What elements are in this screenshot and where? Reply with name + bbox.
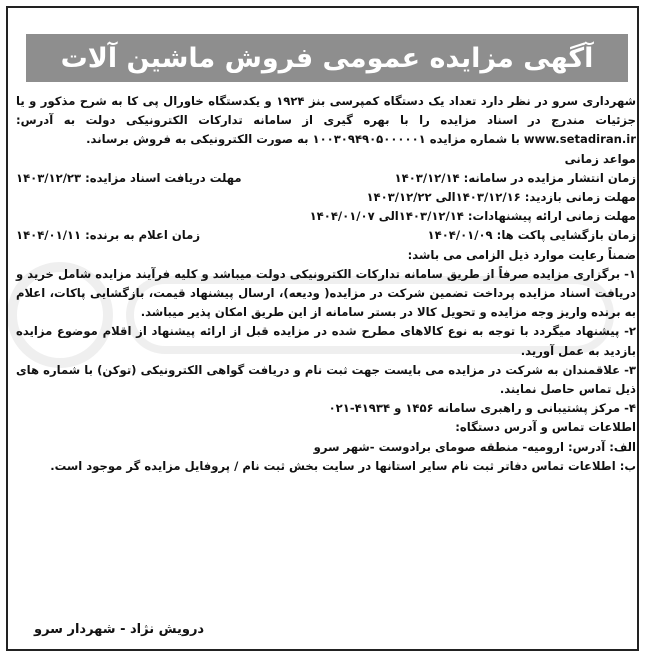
winner-date: زمان اعلام به برنده: ۱۴۰۴/۰۱/۱۱ [16, 228, 201, 243]
notice-title: آگهی مزایده عمومی فروش ماشین آلات [60, 42, 594, 74]
publish-date: زمان انتشار مزایده در سامانه: ۱۴۰۳/۱۲/۱۴ [394, 170, 636, 185]
schedule-row-3 [16, 207, 636, 226]
rule-item: ۴- مرکز پشتیبانی و راهبری سامانه ۱۴۵۶ و ۴۱۹۳۴-۰۲۱ [328, 401, 636, 416]
signature: درویش نژاد - شهردار سرو [34, 622, 205, 637]
rule-item: ۲- پیشنهاد میگردد با توجه به نوع کالاهای مطرح شده در مزایده قبل از ارائه پیشنهاد از اقلام موضوع مزایده بازدید به عمل آورید. [16, 324, 636, 358]
schedule-row-1 [16, 169, 636, 188]
visit-period: مهلت زمانی بازدید: ۱۴۰۳/۱۲/۱۶الی ۱۴۰۳/۱۲/۲۲ [366, 190, 636, 204]
rule-item: ۱- برگزاری مزایده صرفاً از طریق سامانه تدارکات الکترونیکی دولت میباشد و کلیه فرآیند مزایده شامل خرید و دریافت اسناد مزایده پرداخت تضمین شرکت در مزایده( ودیعه)، ارسال پیشنهاد قیمت، بازگشایی پاکات، اعلام به برنده واریز وجه مزایده و تحویل کالا در بستر سامانه از این طریق امکان پذیر میباشد. [16, 266, 636, 320]
offer-period: مهلت زمانی ارائه پیشنهادات: ۱۴۰۳/۱۲/۱۴الی ۱۴۰۴/۰۱/۰۷ [309, 209, 636, 224]
notice-body [16, 92, 636, 476]
contact-address: الف: آدرس: ارومیه- منطقه صومای برادوست -شهر سرو [313, 439, 636, 454]
notice-title-bar [26, 34, 628, 82]
rules-heading: ضمناً رعایت موارد ذیل الزامی می باشد: [407, 247, 636, 262]
schedule-heading: مواعد زمانی [564, 151, 636, 166]
intro-paragraph: شهرداری سرو در نظر دارد تعداد یک دستگاه کمپرسی بنز ۱۹۲۴ و یکدستگاه خاورال پی کا به شرح مذکور و یا جزئیات مندرج در اسناد مزایده را با بهره گیری از سامانه تدارکات الکترونیکی دولت به آدرس: www.setadiran.ir با شماره مزایده ۱۰۰۳۰۹۴۹۰۵۰۰۰۰۰۱ به صورت الکترونیکی به فروش برساند. [16, 94, 636, 147]
docs-deadline: مهلت دریافت اسناد مزایده: ۱۴۰۳/۱۲/۲۳ [16, 170, 242, 185]
rule-item: ۳- علاقمندان به شرکت در مزایده می بایست جهت ثبت نام و دریافت گواهی الکترونیکی (توکن) با شماره های ذیل تماس حاصل نمایند. [16, 362, 636, 396]
contact-heading: اطلاعات تماس و آدرس دستگاه: [455, 420, 636, 435]
schedule-row-4 [16, 226, 636, 245]
opening-date: زمان بازگشایی پاکت ها: ۱۴۰۴/۰۱/۰۹ [427, 228, 636, 243]
schedule-row-2 [16, 188, 636, 207]
contact-info: ب: اطلاعات تماس دفاتر ثبت نام سایر استانها در سایت بخش ثبت نام / پروفایل مزایده گر موجود است. [50, 458, 636, 473]
